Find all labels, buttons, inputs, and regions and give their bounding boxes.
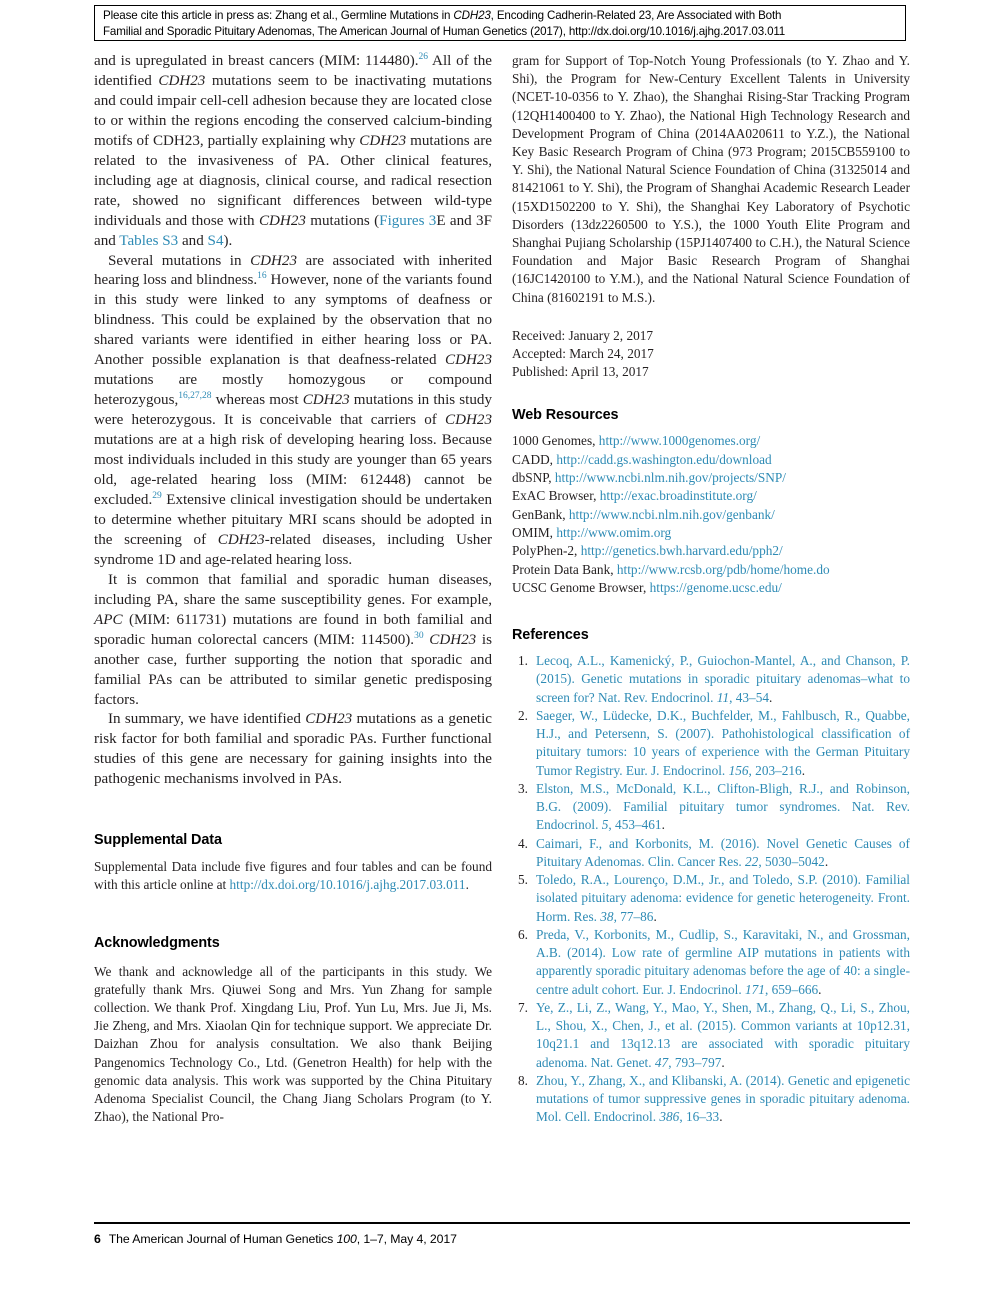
supplemental-data-text: Supplemental Data include five figures and four tables and can be found with this article online at http://dx.doi.org/10.1016/j.ajhg.2017.03.011.: [94, 859, 492, 893]
right-column: [512, 52, 910, 1127]
web-resource-link[interactable]: http://www.rcsb.org/pdb/home/home.do: [616, 561, 830, 577]
supplemental-data-heading: Supplemental Data: [94, 832, 222, 849]
web-resource-link[interactable]: http://www.ncbi.nlm.nih.gov/genbank/: [568, 506, 775, 522]
page-footer: [94, 1232, 457, 1246]
citation-ref[interactable]: 26: [418, 52, 429, 62]
web-resources-list: [512, 432, 910, 597]
acknowledgments-text: We thank and acknowledge all of the participants in this study. We gratefully thank Mrs. Qiuwei Song and Mrs. Yun Zhang for sample collection. We thank Prof. Xingdang Liu, Prof. Yun Lu, Mrs. Jue Ji, Ms. Jie Zheng, and Mrs. Xiaolan Qin for technique support. We appreciate Dr. Daizhan Zhou for analysis consultation. We also thank Beijing Pangenomics Technology Co., Ltd. (Genetron Health) for help with the genomic data analysis. This work was supported by the China Pituitary Adenoma Specialist Council, the Chang Jiang Scholars Program (to Y. Zhao), the National Pro-: [94, 963, 492, 1125]
web-resource-link[interactable]: https://genome.ucsc.edu/: [649, 579, 782, 595]
acknowledgments-continued: gram for Support of Top-Notch Young Professionals (to Y. Zhao and Y. Shi), the Program for New-Century Excellent Talents in University (NCET-10-0356 to Y. Zhao), the Shanghai Rising-Star Tracking Program (12QH1400400 to Y. Zhao), the National High Technology Research and Development Program of China (2014AA020611 to Y.Z.), the National Key Basic Research Program of China (973 Program; 2015CB559100 to Y. Shi), the National Natural Science Foundation of China (31325014 and 81421061 to Y. Shi), the Program of Shanghai Academic Research Leader (15XD1502200 to Y. Shi), the Shanghai Key Laboratory of Psychotic Disorders (13dz2260500 to Y.S.), the 1000 Youth Elite Program and Shanghai Pujiang Scholarship (15PJ1407400 to C.H.), the Natural Science Foundation and Major Basic Research Program of Shanghai (16JC1420100 to Y.M.), and the National Natural Science Foundation of China (81602191 to M.S.).: [512, 53, 910, 305]
web-resource-link[interactable]: http://www.omim.org: [556, 524, 672, 540]
reference-item[interactable]: 6. Preda, V., Korbonits, M., Cudlip, S., Karavitaki, N., and Grossman, A.B. (2014). Low rate of germline AIP mutations in patients with apparently sporadic pituitary adenomas before the age of 40: a single-centre adult cohort. Eur. J. Endocrinol. 171, 659–666.: [518, 926, 910, 997]
references-heading: References: [512, 627, 589, 644]
citation-ref[interactable]: 29: [152, 490, 162, 501]
web-resource-item: 1000 Genomes, http://www.1000genomes.org/: [512, 433, 761, 449]
reference-item[interactable]: 1. Lecoq, A.L., Kamenický, P., Guiochon-Mantel, A., and Chanson, P. (2015). Genetic mutations in sporadic pituitary adenomas–what to screen for? Nat. Rev. Endocrinol. 11, 43–54.: [518, 653, 910, 705]
citation-notice-box: [94, 5, 906, 41]
web-resource-item: PolyPhen-2, http://genetics.bwh.harvard.edu/pph2/: [512, 543, 783, 559]
discussion-text: [94, 52, 492, 790]
reference-item[interactable]: 2. Saeger, W., Lüdecke, D.K., Buchfelder, M., Fahlbusch, R., Quabbe, H.J., and Petersenn, S. (2007). Pathohistological classification of pituitary tumors: 10 years of experience with the German Pituitary Tumor Registry. Eur. J. Endocrinol. 156, 203–216.: [518, 707, 910, 778]
reference-item[interactable]: 3. Elston, M.S., McDonald, K.L., Clifton-Bligh, R.J., and Robinson, B.G. (2009). Familial pituitary tumor syndromes. Nat. Rev. Endocrinol. 5, 453–461.: [518, 780, 910, 833]
citation-ref[interactable]: 16,27,28: [178, 391, 212, 402]
web-resource-item: ExAC Browser, http://exac.broadinstitute.org/: [512, 488, 757, 504]
web-resource-item: UCSC Genome Browser, https://genome.ucsc.edu/: [512, 579, 782, 595]
acknowledgments-heading: Acknowledgments: [94, 934, 220, 951]
paragraph-4: In summary, we have identified CDH23 mutations as a genetic risk factor for both familial and sporadic PAs. Further functional studies of this gene are necessary for gaining insights into the pathogenic mechanisms involved in PAs.: [94, 711, 492, 788]
web-resource-item: CADD, http://cadd.gs.washington.edu/download: [512, 451, 772, 467]
figure-link[interactable]: Figures 3: [379, 212, 437, 229]
accepted-date: Accepted: March 24, 2017: [512, 346, 654, 362]
citation-ref[interactable]: 16: [257, 271, 267, 282]
web-resource-link[interactable]: http://cadd.gs.washington.edu/download: [556, 451, 772, 467]
web-resources-heading: Web Resources: [512, 407, 619, 424]
issue-info: , 1–7, May 4, 2017: [356, 1232, 457, 1246]
footer-divider: [94, 1222, 910, 1224]
article-dates: [512, 327, 910, 382]
table-link[interactable]: Tables S3: [119, 232, 179, 249]
page-number: 6: [94, 1232, 101, 1246]
references-list: [512, 652, 910, 1127]
web-resource-link[interactable]: http://www.1000genomes.org/: [598, 433, 761, 449]
web-resource-link[interactable]: http://exac.broadinstitute.org/: [599, 488, 757, 504]
paragraph-1: and is upregulated in breast cancers (MIM: 114480).$^{26}$ All of the identified CDH23 mutations seem to be inactivating mutations and could impair cell-cell adhesion because they are located close to or within the regions encoding the conserved calcium-binding motifs of CDH23, partially explaining why CDH23 mutations are related to the invasiveness of PA. Other clinical features, including age at diagnosis, clinical course, and radical resection rate, showed no significant differences between wild-type individuals and those with CDH23 mutations (Figures 3E and 3F and Tables S3 and S4).: [94, 52, 492, 249]
supplemental-doi-link[interactable]: http://dx.doi.org/10.1016/j.ajhg.2017.03.011: [229, 877, 466, 893]
published-date: Published: April 13, 2017: [512, 364, 649, 380]
journal-name: The American Journal of Human Genetics: [108, 1232, 337, 1246]
web-resource-item: Protein Data Bank, http://www.rcsb.org/pdb/home/home.do: [512, 561, 830, 577]
table-link[interactable]: S4: [207, 232, 224, 249]
web-resource-item: GenBank, http://www.ncbi.nlm.nih.gov/genbank/: [512, 506, 775, 522]
paragraph-2: Several mutations in CDH23 are associated with inherited hearing loss and blindness.$^{16}$ However, none of the variants found in this study were linked to any symptoms of deafness or blindness. This could be explained by the observation that no shared variants were identified in either hearing loss or PA. Another possible explanation is that deafness-related CDH23 mutations are mostly homozygous or compound heterozygous,$^{16,27,28}$ whereas most CDH23 mutations in this study were heterozygous. It is conceivable that carriers of CDH23 mutations are at a high risk of developing hearing loss. Because most individuals included in this study are younger than 65 years old, age-related hearing loss (MIM: 612448) cannot be excluded.$^{29}$ Extensive clinical investigation should be undertaken to determine whether pituitary MRI scans should be adopted in the screening of CDH23-related diseases, including Usher syndrome 1D and age-related hearing loss.: [94, 252, 492, 568]
web-resource-link[interactable]: http://www.ncbi.nlm.nih.gov/projects/SNP/: [554, 470, 786, 486]
reference-item[interactable]: 7. Ye, Z., Li, Z., Wang, Y., Mao, Y., Shen, M., Zhang, Q., Li, S., Zhou, L., Shou, X., Chen, J., et al. (2015). Common variants at 10p12.31, 10q21.1 and 13q12.13 are associated with sporadic pituitary adenoma. Nat. Genet. 47, 793–797.: [518, 999, 910, 1070]
paragraph-3: It is common that familial and sporadic human diseases, including PA, share the same susceptibility genes. For example, APC (MIM: 611731) mutations are found in both familial and sporadic human colorectal cancers (MIM: 114500).$^{30}$ CDH23 is another case, further supporting the notion that sporadic and familial PAs can be attributed to similar genetic predisposing factors.: [94, 571, 492, 708]
reference-item[interactable]: 8. Zhou, Y., Zhang, X., and Klibanski, A. (2014). Genetic and epigenetic mutations of tumor suppressive genes in sporadic pituitary adenoma. Mol. Cell. Endocrinol. 386, 16–33.: [518, 1072, 910, 1125]
reference-item[interactable]: 4. Caimari, F., and Korbonits, M. (2016). Novel Genetic Causes of Pituitary Adenomas. Clin. Cancer Res. 22, 5030–5042.: [518, 835, 910, 869]
web-resource-link[interactable]: http://genetics.bwh.harvard.edu/pph2/: [580, 543, 783, 559]
web-resource-item: OMIM, http://www.omim.org: [512, 524, 672, 540]
citation-ref[interactable]: 30: [414, 630, 424, 641]
citation-line-1: Please cite this article in press as: Zhang et al., Germline Mutations in CDH23, Encoding Cadherin-Related 23, Are Associated with Both: [103, 9, 782, 22]
citation-line-2: Familial and Sporadic Pituitary Adenomas, The American Journal of Human Genetics (2017), http://dx.doi.org/10.1016/j.ajhg.2017.03.011: [103, 25, 786, 38]
left-column: [94, 52, 492, 1127]
received-date: Received: January 2, 2017: [512, 327, 654, 343]
web-resource-item: dbSNP, http://www.ncbi.nlm.nih.gov/projects/SNP/: [512, 470, 786, 486]
reference-item[interactable]: 5. Toledo, R.A., Lourenço, D.M., Jr., and Toledo, S.P. (2010). Familial isolated pituitary adenoma: evidence for genetic heterogeneity. Front. Horm. Res. 38, 77–86.: [518, 872, 910, 924]
journal-volume: 100: [336, 1232, 357, 1246]
